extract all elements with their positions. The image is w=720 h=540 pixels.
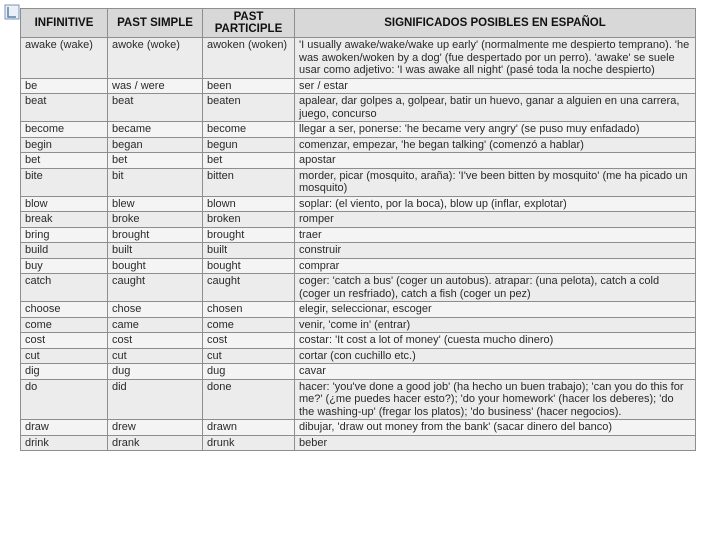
cell-past-participle: begun — [203, 137, 295, 153]
cell-infinitive: bet — [21, 153, 108, 169]
slide-corner-marker-icon — [4, 4, 20, 20]
table-row — [21, 227, 696, 243]
cell-past-participle: cost — [203, 333, 295, 349]
cell-meaning: comprar — [295, 258, 696, 274]
table-row — [21, 94, 696, 122]
irregular-verbs-table — [20, 8, 696, 451]
cell-past-simple: cut — [108, 348, 203, 364]
cell-past-participle: become — [203, 122, 295, 138]
cell-meaning: comenzar, empezar, 'he began talking' (comenzó a hablar) — [295, 137, 696, 153]
cell-infinitive: cut — [21, 348, 108, 364]
cell-meaning: romper — [295, 212, 696, 228]
cell-past-participle: broken — [203, 212, 295, 228]
table-row — [21, 302, 696, 318]
cell-past-simple: cost — [108, 333, 203, 349]
table-row — [21, 258, 696, 274]
cell-past-simple: blew — [108, 196, 203, 212]
cell-past-simple: chose — [108, 302, 203, 318]
cell-past-simple: became — [108, 122, 203, 138]
cell-past-simple: bought — [108, 258, 203, 274]
cell-meaning: apostar — [295, 153, 696, 169]
table-row — [21, 379, 696, 420]
cell-infinitive: awake (wake) — [21, 38, 108, 79]
table-row — [21, 435, 696, 451]
header-past-participle: PAST PARTICIPLE — [203, 9, 295, 38]
cell-meaning: costar: 'It cost a lot of money' (cuesta mucho dinero) — [295, 333, 696, 349]
cell-meaning: coger: 'catch a bus' (coger un autobus). atrapar: (una pelota), catch a cold (coger un resfriado), catch a fish (coger un pez) — [295, 274, 696, 302]
table-row — [21, 78, 696, 94]
cell-infinitive: drink — [21, 435, 108, 451]
cell-past-participle: cut — [203, 348, 295, 364]
cell-infinitive: draw — [21, 420, 108, 436]
cell-past-participle: chosen — [203, 302, 295, 318]
cell-past-simple: beat — [108, 94, 203, 122]
cell-past-participle: beaten — [203, 94, 295, 122]
cell-infinitive: do — [21, 379, 108, 420]
cell-past-simple: broke — [108, 212, 203, 228]
cell-past-participle: drunk — [203, 435, 295, 451]
cell-past-participle: done — [203, 379, 295, 420]
cell-past-participle: brought — [203, 227, 295, 243]
cell-meaning: dibujar, 'draw out money from the bank' (sacar dinero del banco) — [295, 420, 696, 436]
table-row — [21, 317, 696, 333]
cell-infinitive: become — [21, 122, 108, 138]
cell-meaning: apalear, dar golpes a, golpear, batir un huevo, ganar a alguien en una carrera, juego, concurso — [295, 94, 696, 122]
cell-infinitive: begin — [21, 137, 108, 153]
cell-infinitive: buy — [21, 258, 108, 274]
cell-infinitive: beat — [21, 94, 108, 122]
cell-past-participle: bought — [203, 258, 295, 274]
cell-meaning: 'I usually awake/wake/wake up early' (normalmente me despierto temprano). 'he was awoken/woken by a dog' (fue despertado por un perro). 'awake' se suele usar como adjetivo: 'I was awake all night' (pasé toda la noche despierto) — [295, 38, 696, 79]
cell-infinitive: blow — [21, 196, 108, 212]
table-row — [21, 196, 696, 212]
cell-infinitive: bite — [21, 168, 108, 196]
header-infinitive: INFINITIVE — [21, 9, 108, 38]
cell-meaning: ser / estar — [295, 78, 696, 94]
cell-past-simple: did — [108, 379, 203, 420]
cell-meaning: morder, picar (mosquito, araña): 'I've been bitten by mosquito' (me ha picado un mosquito) — [295, 168, 696, 196]
cell-meaning: elegir, seleccionar, escoger — [295, 302, 696, 318]
table-row — [21, 420, 696, 436]
cell-past-simple: was / were — [108, 78, 203, 94]
cell-past-simple: bet — [108, 153, 203, 169]
table-header-row — [21, 9, 696, 38]
table-row — [21, 137, 696, 153]
table-row — [21, 348, 696, 364]
table-row — [21, 153, 696, 169]
cell-infinitive: build — [21, 243, 108, 259]
cell-past-participle: dug — [203, 364, 295, 380]
cell-infinitive: bring — [21, 227, 108, 243]
cell-past-participle: blown — [203, 196, 295, 212]
cell-meaning: venir, 'come in' (entrar) — [295, 317, 696, 333]
cell-past-simple: caught — [108, 274, 203, 302]
table-row — [21, 243, 696, 259]
cell-past-participle: built — [203, 243, 295, 259]
cell-meaning: construir — [295, 243, 696, 259]
table-row — [21, 212, 696, 228]
cell-past-participle: bitten — [203, 168, 295, 196]
cell-past-participle: bet — [203, 153, 295, 169]
header-past-simple: PAST SIMPLE — [108, 9, 203, 38]
cell-infinitive: be — [21, 78, 108, 94]
cell-infinitive: dig — [21, 364, 108, 380]
table-row — [21, 274, 696, 302]
cell-past-participle: caught — [203, 274, 295, 302]
header-meanings: SIGNIFICADOS POSIBLES EN ESPAÑOL — [295, 9, 696, 38]
cell-infinitive: cost — [21, 333, 108, 349]
cell-infinitive: choose — [21, 302, 108, 318]
cell-past-simple: bit — [108, 168, 203, 196]
cell-infinitive: catch — [21, 274, 108, 302]
cell-meaning: soplar: (el viento, por la boca), blow up (inflar, explotar) — [295, 196, 696, 212]
cell-meaning: cavar — [295, 364, 696, 380]
cell-past-simple: dug — [108, 364, 203, 380]
cell-past-participle: come — [203, 317, 295, 333]
cell-past-simple: built — [108, 243, 203, 259]
table-row — [21, 364, 696, 380]
cell-past-participle: drawn — [203, 420, 295, 436]
cell-meaning: traer — [295, 227, 696, 243]
table-row — [21, 38, 696, 79]
cell-past-simple: drew — [108, 420, 203, 436]
cell-past-simple: began — [108, 137, 203, 153]
cell-past-simple: brought — [108, 227, 203, 243]
cell-infinitive: come — [21, 317, 108, 333]
table-row — [21, 122, 696, 138]
cell-past-simple: drank — [108, 435, 203, 451]
table-row — [21, 333, 696, 349]
cell-infinitive: break — [21, 212, 108, 228]
cell-meaning: llegar a ser, ponerse: 'he became very angry' (se puso muy enfadado) — [295, 122, 696, 138]
cell-past-simple: awoke (woke) — [108, 38, 203, 79]
table-row — [21, 168, 696, 196]
cell-past-participle: been — [203, 78, 295, 94]
cell-past-simple: came — [108, 317, 203, 333]
cell-meaning: cortar (con cuchillo etc.) — [295, 348, 696, 364]
cell-meaning: hacer: 'you've done a good job' (ha hecho un buen trabajo); 'can you do this for me?' (¿me puedes hacer esto?); 'do your homework' (hacer los deberes); 'do the washing-up' (fregar los platos); 'do business' (hacer negocios). — [295, 379, 696, 420]
cell-past-participle: awoken (woken) — [203, 38, 295, 79]
cell-meaning: beber — [295, 435, 696, 451]
table-body — [21, 38, 696, 451]
